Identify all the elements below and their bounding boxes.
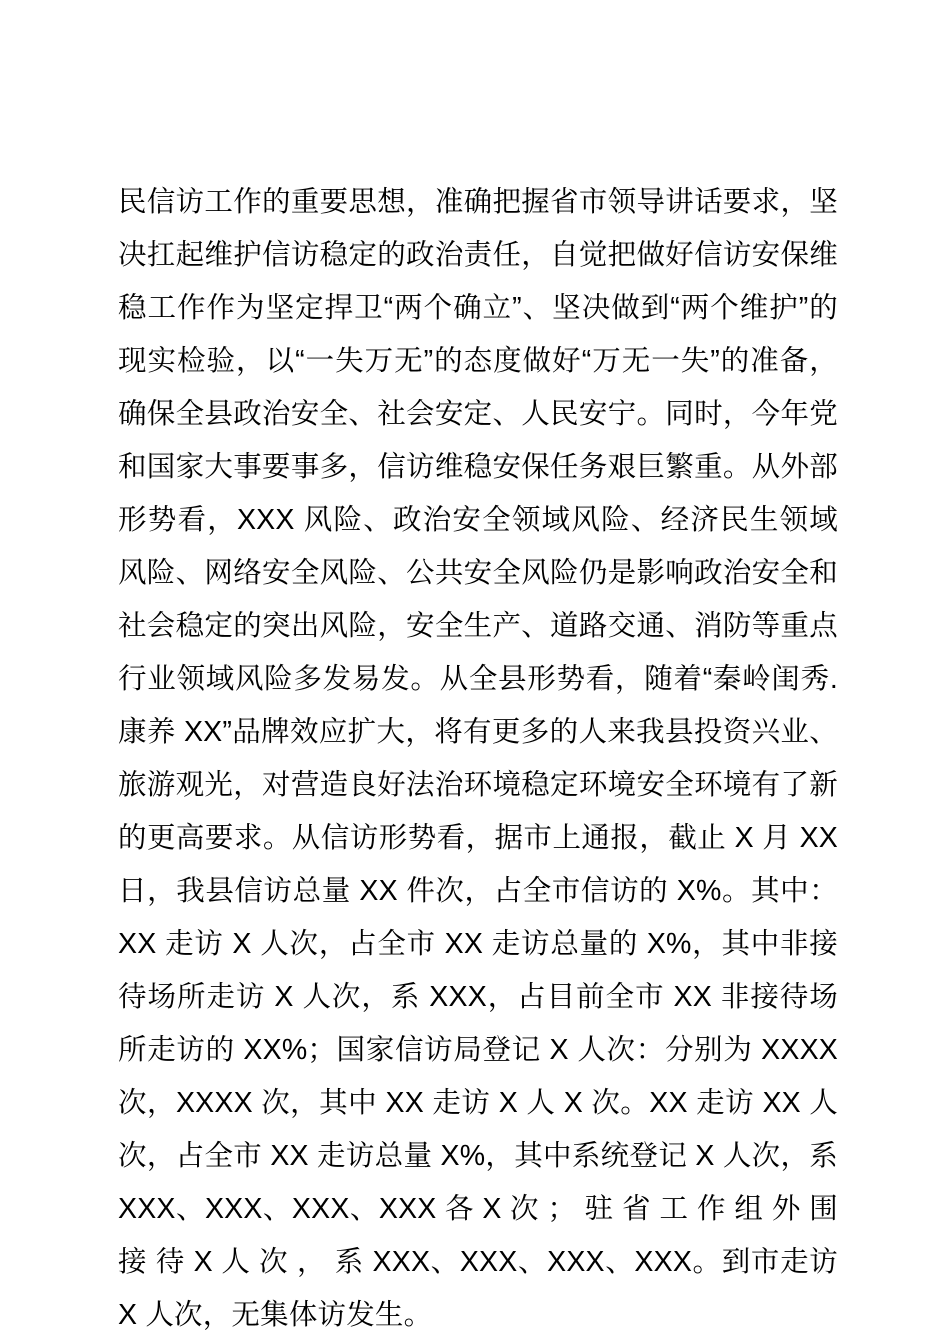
document-body xyxy=(118,176,838,1342)
body-paragraph: 民信访工作的重要思想，准确把握省市领导讲话要求，坚决扛起维护信访稳定的政治责任，自觉把做好信访安保维稳工作作为坚定捍卫“两个确立”、坚决做到“两个维护”的现实检验，以“一失万无”的态度做好“万无一失”的准备，确保全县政治安全、社会安定、人民安宁。同时，今年党和国家大事要事多，信访维稳安保任务艰巨繁重。从外部形势看，XXX 风险、政治安全领域风险、经济民生领域风险、网络安全风险、公共安全风险仍是影响政治安全和社会稳定的突出风险，安全生产、道路交通、消防等重点行业领域风险多发易发。从全县形势看，随着“秦岭闺秀.康养 XX”品牌效应扩大，将有更多的人来我县投资兴业、旅游观光，对营造良好法治环境稳定环境安全环境有了新的更高要求。从信访形势看，据市上通报，截止 X 月 XX 日，我县信访总量 XX 件次，占全市信访的 X%。其中：XX 走访 X 人次，占全市 XX 走访总量的 X%，其中非接待场所走访 X 人次，系 XXX，占目前全市 XX 非接待场所走访的 XX%；国家信访局登记 X 人次：分别为 XXXX 次，XXXX 次，其中 XX 走访 X 人 X 次。XX 走访 XX 人次，占全市 XX 走访总量 X%，其中系统登记 X 人次，系 XXX、XXX、XXX、XXX 各 X 次 ； 驻 省 工 作 组 外 围 接 待 X 人 次 ， 系 XXX、XXX、XXX、XXX。到市走访 X 人次，无集体访发生。 xyxy=(118,186,838,1331)
